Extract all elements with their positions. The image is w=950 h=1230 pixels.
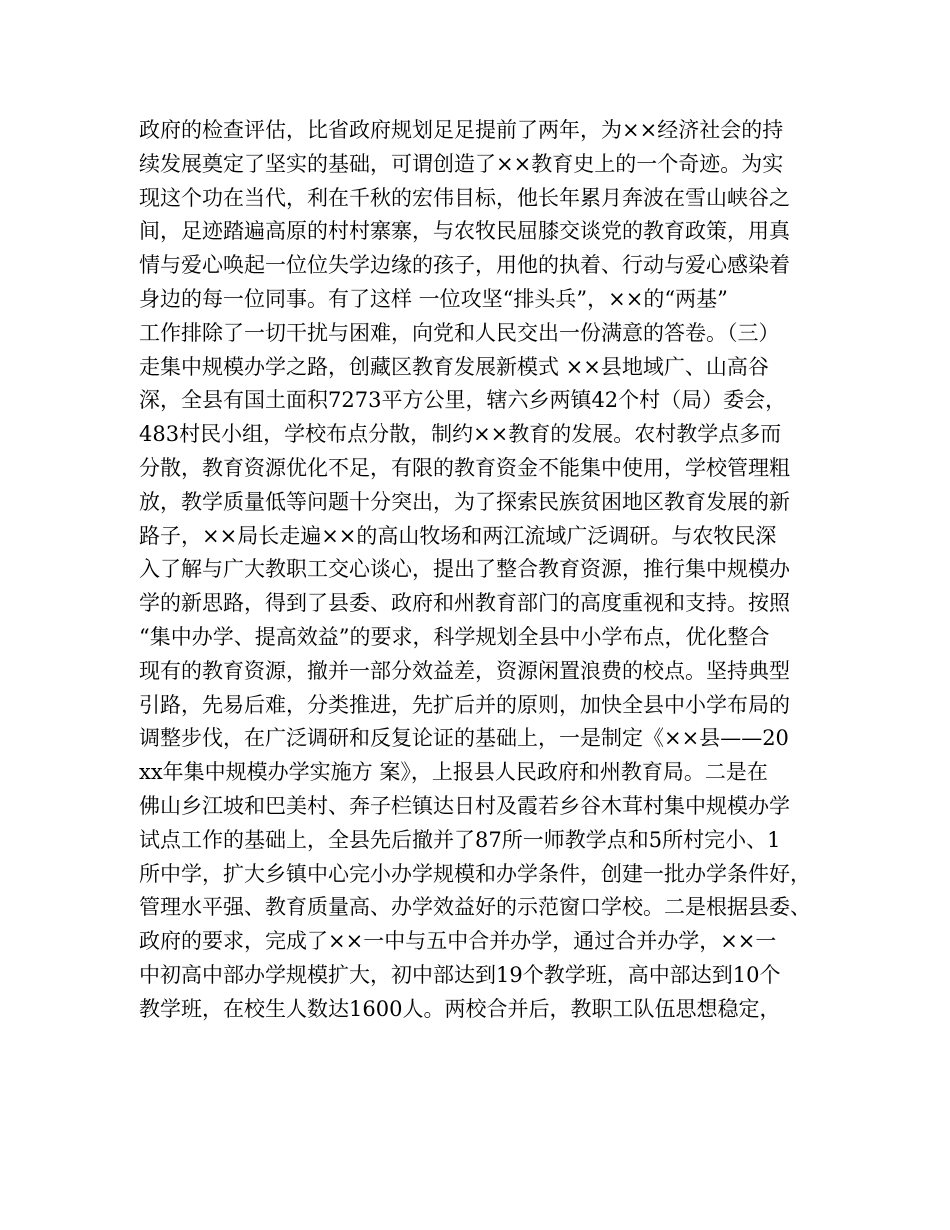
text-line: 情与爱心唤起一位位失学边缘的孩子，用他的执着、行动与爱心感染着 bbox=[139, 253, 790, 278]
text-line: 分散，教育资源优化不足，有限的教育资金不能集中使用，学校管理粗 bbox=[139, 455, 790, 480]
text-line: 483村民小组，学校布点分散，制约××教育的发展。农村教学点多而 bbox=[139, 422, 782, 447]
text-line: 政府的要求，完成了××一中与五中合并办学，通过合并办学，××一 bbox=[139, 929, 777, 954]
text-line: 工作排除了一切干扰与困难，向党和人民交出一份满意的答卷。（三） bbox=[139, 320, 780, 345]
text-line: 学的新思路，得到了县委、政府和州教育部门的高度重视和支持。按照 bbox=[139, 591, 790, 616]
text-line: 现有的教育资源，撤并一部分效益差，资源闲置浪费的校点。坚持典型 bbox=[139, 658, 790, 683]
text-line: “集中办学、提高效益”的要求，科学规划全县中小学布点，优化整合 bbox=[139, 624, 770, 649]
body-text bbox=[139, 114, 829, 1027]
text-line: 佛山乡江坡和巴美村、奔子栏镇达日村及霞若乡谷木茸村集中规模办学 bbox=[139, 793, 790, 818]
text-line: 深，全县有国土面积7273平方公里，辖六乡两镇42个村（局）委会， bbox=[139, 388, 787, 413]
text-line: 走集中规模办学之路，创藏区教育发展新模式 ××县地域广、山高谷 bbox=[139, 354, 769, 379]
text-line: 试点工作的基础上，全县先后撤并了87所一师教学点和5所村完小、1 bbox=[139, 827, 781, 852]
text-line: 政府的检查评估，比省政府规划足足提前了两年，为××经济社会的持 bbox=[139, 118, 784, 142]
text-line: 调整步伐，在广泛调研和反复论证的基础上，一是制定《××县——20 bbox=[139, 726, 789, 751]
text-line: 入了解与广大教职工交心谈心，提出了整合教育资源，推行集中规模办 bbox=[139, 557, 790, 582]
text-line: 路子，××局长走遍××的高山牧场和两江流域广泛调研。与农牧民深 bbox=[139, 523, 777, 548]
text-line: 教学班，在校生人数达1600人。两校合并后，教职工队伍思想稳定， bbox=[139, 996, 781, 1021]
text-line: 续发展奠定了坚实的基础，可谓创造了××教育史上的一个奇迹。为实 bbox=[139, 151, 784, 176]
text-line: 中初高中部办学规模扩大，初中部达到19个教学班，高中部达到10个 bbox=[139, 962, 781, 987]
text-line: 现这个功在当代，利在千秋的宏伟目标，他长年累月奔波在雪山峡谷之 bbox=[139, 185, 790, 210]
text-line: 间，足迹踏遍高原的村村寨寨，与农牧民屈膝交谈党的教育政策，用真 bbox=[139, 219, 790, 244]
text-line: 身边的每一位同事。有了这样 一位攻坚“排头兵”，××的“两基” bbox=[139, 286, 728, 311]
text-line: 放，教学质量低等问题十分突出，为了探索民族贫困地区教育发展的新 bbox=[139, 489, 790, 514]
text-line: 引路，先易后难，分类推进，先扩后并的原则，加快全县中小学布局的 bbox=[139, 692, 790, 717]
text-line: 管理水平强、教育质量高、办学效益好的示范窗口学校。二是根据县委、 bbox=[139, 895, 811, 920]
text-line: xx年集中规模办学实施方 案》，上报县人民政府和州教育局。二是在 bbox=[139, 760, 768, 785]
text-line: 所中学，扩大乡镇中心完小办学规模和办学条件，创建一批办学条件好， bbox=[139, 861, 811, 886]
